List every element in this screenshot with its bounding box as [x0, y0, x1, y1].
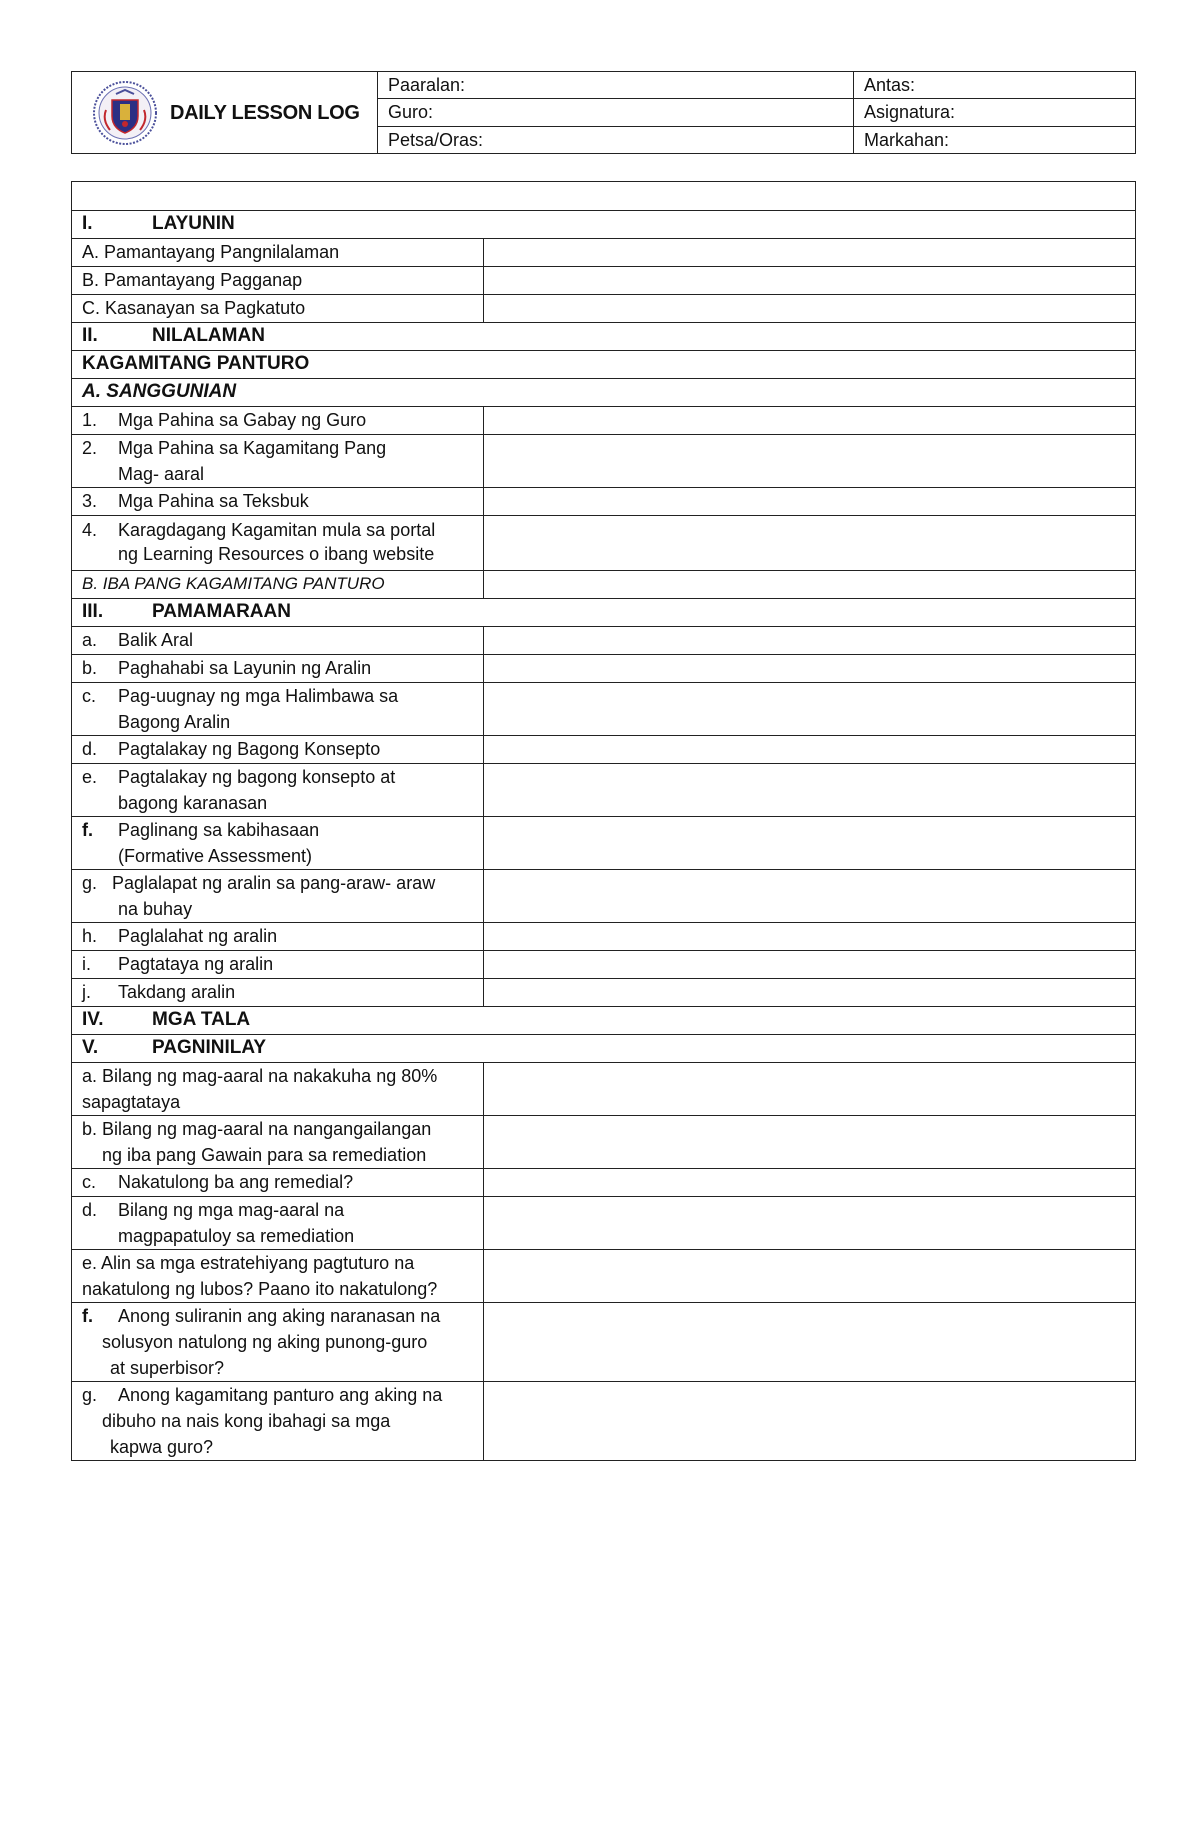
- row-label: A. Pamantayang Pangnilalaman: [72, 239, 484, 267]
- table-row: [72, 1197, 1136, 1250]
- row-input[interactable]: [484, 1063, 1136, 1116]
- markahan-field[interactable]: Markahan:: [854, 126, 1136, 153]
- row-label: 4. Karagdagang Kagamitan mula sa portal ng Learning Resources o ibang website: [72, 516, 484, 571]
- row-label: b. Bilang ng mag-aaral na nangangailangan ng iba pang Gawain para sa remediation: [72, 1116, 484, 1169]
- row-input[interactable]: [484, 1382, 1136, 1461]
- row-label: f. Anong suliranin ang aking naranasan na solusyon natulong ng aking punong-guro at superbisor?: [72, 1303, 484, 1382]
- table-row: [72, 1116, 1136, 1169]
- lesson-log-table: [71, 181, 1136, 1461]
- row-input[interactable]: [484, 239, 1136, 267]
- row-input[interactable]: [484, 1169, 1136, 1197]
- row-input[interactable]: [484, 407, 1136, 435]
- row-input[interactable]: [484, 267, 1136, 295]
- row-input[interactable]: [484, 764, 1136, 817]
- row-input[interactable]: [484, 488, 1136, 516]
- row-label: f. Paglinang sa kabihasaan (Formative Assessment): [72, 817, 484, 870]
- table-row: [72, 1303, 1136, 1382]
- row-label: e. Alin sa mga estratehiyang pagtuturo na nakatulong ng lubos? Paano ito nakatulong?: [72, 1250, 484, 1303]
- table-row: [72, 683, 1136, 736]
- section-pamamaraan: III. PAMAMARAAN: [72, 599, 1136, 627]
- row-input[interactable]: [484, 295, 1136, 323]
- section-row: [72, 211, 1136, 239]
- row-label: j. Takdang aralin: [72, 979, 484, 1007]
- row-input[interactable]: [484, 655, 1136, 683]
- table-row: [72, 407, 1136, 435]
- row-input[interactable]: [484, 683, 1136, 736]
- section-row: [72, 1007, 1136, 1035]
- blank-cell: [72, 182, 1136, 211]
- row-input[interactable]: [484, 979, 1136, 1007]
- section-row: [72, 323, 1136, 351]
- table-row: [72, 951, 1136, 979]
- table-row: [72, 655, 1136, 683]
- blank-row: [72, 182, 1136, 211]
- row-input[interactable]: [484, 951, 1136, 979]
- row-label: h. Paglalahat ng aralin: [72, 923, 484, 951]
- table-row: [72, 1250, 1136, 1303]
- row-input[interactable]: [484, 923, 1136, 951]
- section-layunin: I. LAYUNIN: [72, 211, 1136, 239]
- row-input[interactable]: [484, 1250, 1136, 1303]
- section-row: [72, 1035, 1136, 1063]
- table-row: [72, 1382, 1136, 1461]
- table-row: [72, 295, 1136, 323]
- section-kagamitan: KAGAMITANG PANTURO: [72, 351, 1136, 379]
- table-row: [72, 516, 1136, 571]
- table-row: [72, 435, 1136, 488]
- row-label: 1. Mga Pahina sa Gabay ng Guro: [72, 407, 484, 435]
- table-row: [72, 764, 1136, 817]
- row-label: a. Balik Aral: [72, 627, 484, 655]
- row-label: g. Paglalapat ng aralin sa pang-araw- araw na buhay: [72, 870, 484, 923]
- row-label: i. Pagtataya ng aralin: [72, 951, 484, 979]
- row-label: B. IBA PANG KAGAMITANG PANTURO: [72, 571, 484, 599]
- section-row: [72, 351, 1136, 379]
- antas-field[interactable]: Antas:: [854, 72, 1136, 99]
- row-input[interactable]: [484, 1303, 1136, 1382]
- table-row: [72, 239, 1136, 267]
- section-nilalaman: II. NILALAMAN: [72, 323, 1136, 351]
- section-row: [72, 599, 1136, 627]
- section-tala: IV. MGA TALA: [72, 1007, 1136, 1035]
- section-row: [72, 379, 1136, 407]
- row-label: C. Kasanayan sa Pagkatuto: [72, 295, 484, 323]
- row-label: d. Bilang ng mga mag-aaral na magpapatuloy sa remediation: [72, 1197, 484, 1250]
- table-row: [72, 1063, 1136, 1116]
- row-label: 2. Mga Pahina sa Kagamitang Pang Mag- aaral: [72, 435, 484, 488]
- row-label: c. Pag-uugnay ng mga Halimbawa sa Bagong Aralin: [72, 683, 484, 736]
- row-label: B. Pamantayang Pagganap: [72, 267, 484, 295]
- table-row: [72, 979, 1136, 1007]
- section-sanggunian: A. SANGGUNIAN: [72, 379, 1136, 407]
- table-row: [72, 870, 1136, 923]
- table-row: [72, 736, 1136, 764]
- table-row: [72, 923, 1136, 951]
- table-row: [72, 571, 1136, 599]
- logo-cell: [72, 72, 378, 154]
- page-title: DAILY LESSON LOG: [170, 101, 360, 124]
- row-input[interactable]: [484, 435, 1136, 488]
- paaralan-field[interactable]: Paaralan:: [378, 72, 854, 99]
- section-pagninilay: V. PAGNINILAY: [72, 1035, 1136, 1063]
- row-input[interactable]: [484, 1197, 1136, 1250]
- row-input[interactable]: [484, 870, 1136, 923]
- row-label: d. Pagtalakay ng Bagong Konsepto: [72, 736, 484, 764]
- guro-field[interactable]: Guro:: [378, 99, 854, 126]
- row-input[interactable]: [484, 516, 1136, 571]
- row-input[interactable]: [484, 571, 1136, 599]
- row-label: 3. Mga Pahina sa Teksbuk: [72, 488, 484, 516]
- table-row: [72, 488, 1136, 516]
- asignatura-field[interactable]: Asignatura:: [854, 99, 1136, 126]
- row-label: g. Anong kagamitang panturo ang aking na dibuho na nais kong ibahagi sa mga kapwa guro?: [72, 1382, 484, 1461]
- table-row: [72, 267, 1136, 295]
- row-label: b. Paghahabi sa Layunin ng Aralin: [72, 655, 484, 683]
- deped-seal-icon: [92, 80, 158, 146]
- table-row: [72, 1169, 1136, 1197]
- row-input[interactable]: [484, 627, 1136, 655]
- row-label: a. Bilang ng mag-aaral na nakakuha ng 80% sapagtataya: [72, 1063, 484, 1116]
- row-input[interactable]: [484, 736, 1136, 764]
- row-label: c. Nakatulong ba ang remedial?: [72, 1169, 484, 1197]
- header-table: [71, 71, 1136, 154]
- row-input[interactable]: [484, 1116, 1136, 1169]
- table-row: [72, 817, 1136, 870]
- table-row: [72, 627, 1136, 655]
- row-label: e. Pagtalakay ng bagong konsepto at bagong karanasan: [72, 764, 484, 817]
- petsa-field[interactable]: Petsa/Oras:: [378, 126, 854, 153]
- row-input[interactable]: [484, 817, 1136, 870]
